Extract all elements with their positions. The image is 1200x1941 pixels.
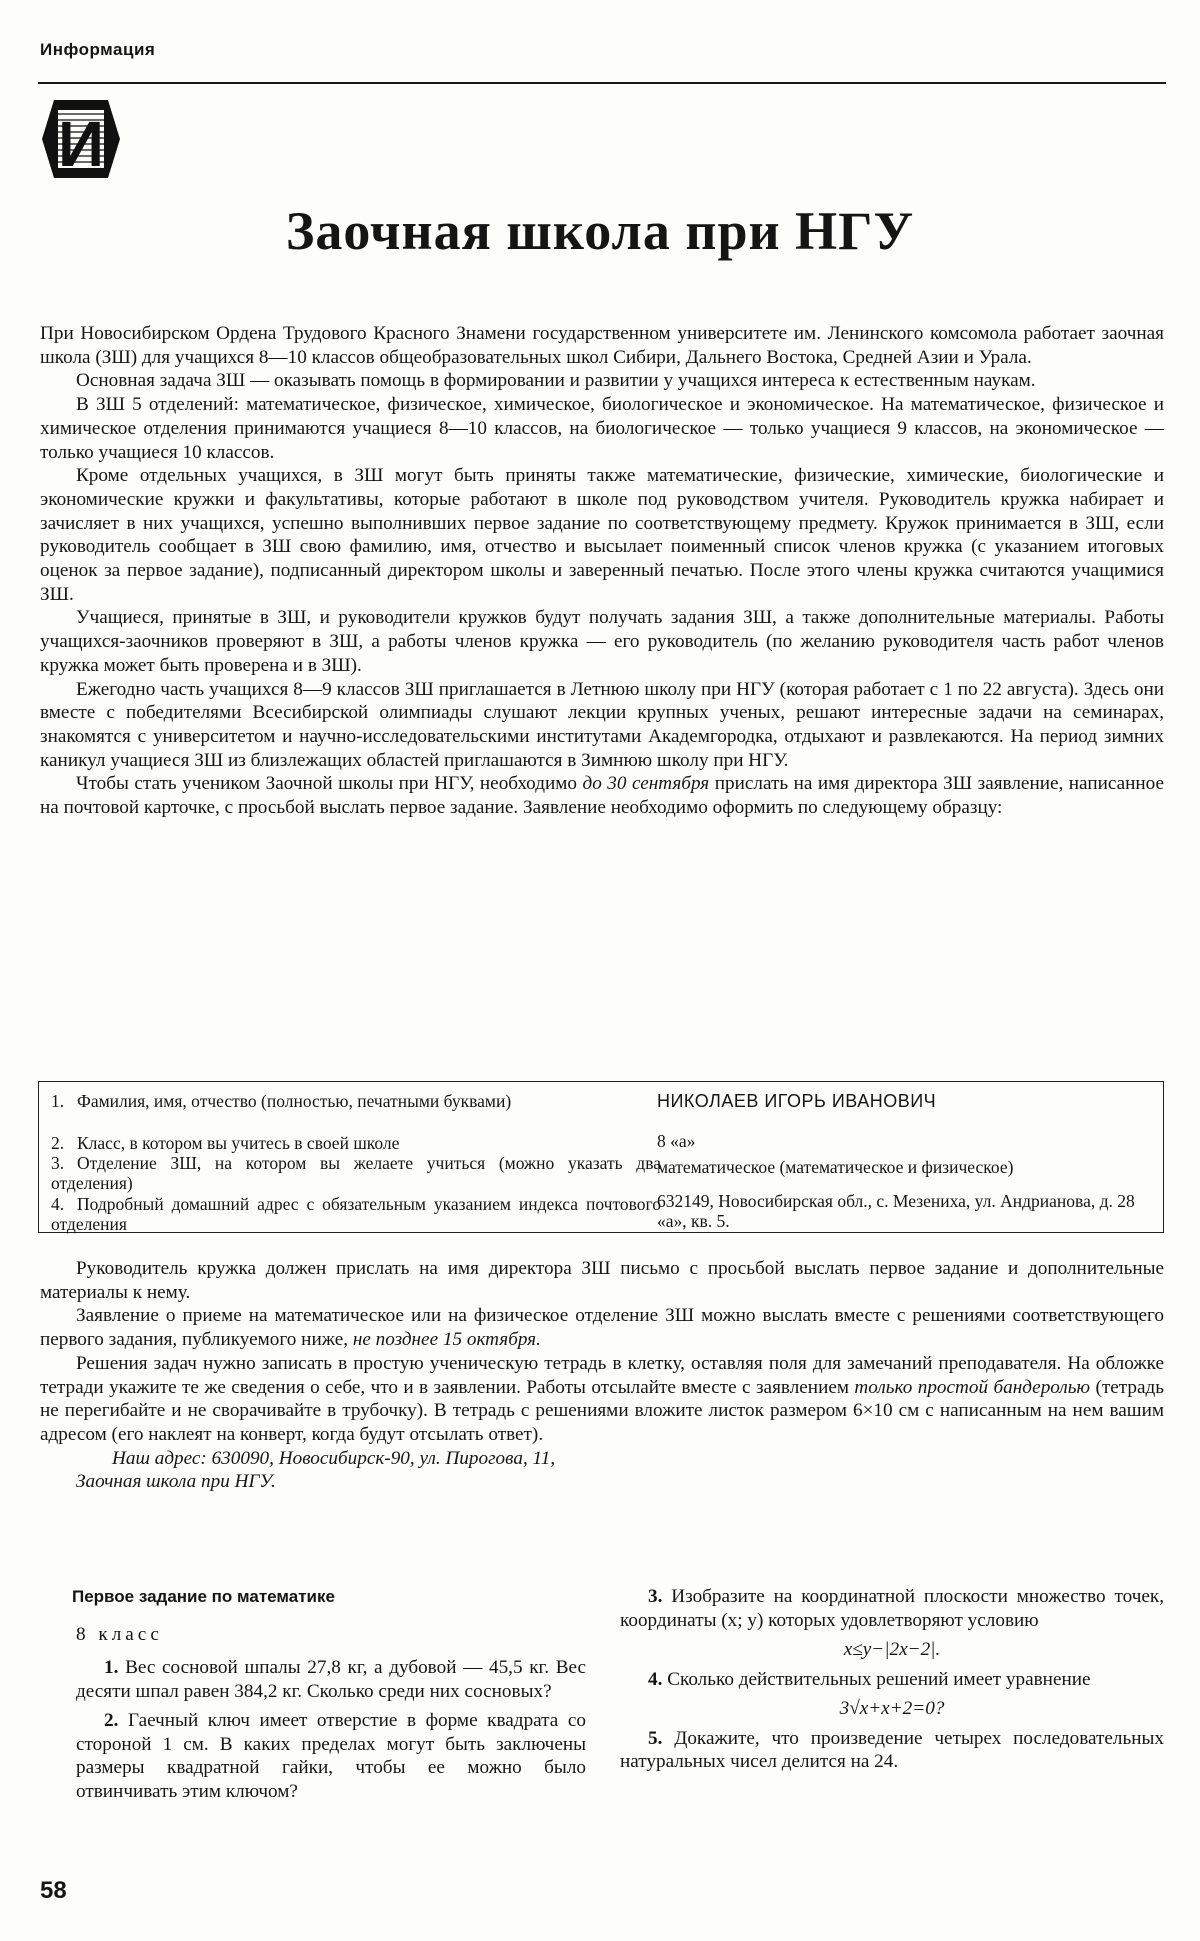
intro-text xyxy=(40,322,1164,820)
form-answer: 8 «а» xyxy=(657,1131,696,1151)
page-title: Заочная школа при НГУ xyxy=(285,201,915,261)
deadline-october: не позднее 15 октября. xyxy=(352,1329,541,1351)
form-answer: 632149, Новосибирская обл., с. Мезениха, ул. Андрианова, д. 28 «а», кв. 5. xyxy=(657,1191,1135,1231)
info-section-logo xyxy=(40,96,122,182)
task-item: 3. Изобразите на координатной плоскости множество точек, координаты (x; y) которых удовлетворяют условию xyxy=(620,1586,1165,1631)
form-question: 3. Отделение ЗШ, на котором вы желаете учиться (можно указать два отделения) xyxy=(51,1153,661,1193)
intro-paragraph: Кроме отдельных учащихся, в ЗШ могут быть приняты также математические, физические, химические, биологические и экономические кружки и факультативы, которые работают в школе под руководством учителя. Руководитель кружка набирает и зачисляет в них учащихся, успешно выполнивших первое задание по соответствующему предмету. Кружок принимается в ЗШ, если руководитель сообщает в ЗШ свою фамилию, имя, отчество и высылает поименный список членов кружка (с указанием итоговых оценок за первое задание), подписанный директором школы и заверенный печатью. После этого члены кружка считаются учащимися ЗШ. xyxy=(40,465,1164,605)
tasks-heading: Первое задание по математике xyxy=(72,1587,335,1606)
task-item: 5. Докажите, что произведение четырех последовательных натуральных чисел делится на 24. xyxy=(620,1727,1164,1772)
section-label: Информация xyxy=(40,40,156,59)
header-rule xyxy=(38,82,1166,84)
tasks-left-column xyxy=(72,1585,587,1809)
form-answer: НИКОЛАЕВ ИГОРЬ ИВАНОВИЧ xyxy=(657,1091,937,1111)
tasks-right-column xyxy=(620,1585,1164,1780)
form-answer: математическое (математическое и физическое) xyxy=(657,1157,1014,1177)
task-formula: 3√x+x+2=0? xyxy=(839,1698,945,1719)
form-question: 2. Класс, в котором вы учитесь в своей школе xyxy=(51,1133,400,1153)
intro-paragraph: Основная задача ЗШ — оказывать помощь в формировании и развитии у учащихся интереса к естественным наукам. xyxy=(76,370,1036,392)
grade-label: 8 класс xyxy=(76,1623,163,1645)
parcel-note: только простой бандеролью xyxy=(854,1376,1091,1398)
task-item: 2. Гаечный ключ имеет отверстие в форме квадрата со стороной 1 см. В каких пределах могут быть заключены размеры квадратной гайки, чтобы ее можно было отвинчивать этим ключом? xyxy=(76,1710,586,1802)
intro-paragraph: В ЗШ 5 отделений: математическое, физическое, химическое, биологическое и экономическое. На математическое, физическое и химическое отделения принимаются учащиеся 8—10 классов, на биологическое — только учащиеся 9 классов, на экономическое — только учащиеся 10 классов. xyxy=(40,394,1164,463)
instructions-paragraph: Решения задач нужно записать в простую ученическую тетрадь в клетку, оставляя поля для замечаний преподавателя. На обложке тетради укажите те же сведения о себе, что и в заявлении. Работы отсылайте вместе с заявлением только простой бандеролью (тетрадь не перегибайте и не сворачивайте в трубочку). В тетрадь с решениями вложите листок размером 6×10 см с написанным на нем вашим адресом (его наклеят на конверт, когда будут отсылать ответ). xyxy=(40,1352,1164,1445)
task-formula: x≤y−|2x−2|. xyxy=(843,1639,941,1660)
intro-paragraph: При Новосибирском Ордена Трудового Красного Знамени государственном университете им. Ленинского комсомола работает заочная школа (ЗШ) для учащихся 8—10 классов общеобразовательных школ Сибири, Дальнего Востока, Средней Азии и Урала. xyxy=(40,323,1164,368)
intro-paragraph: Ежегодно часть учащихся 8—9 классов ЗШ приглашается в Летнюю школу при НГУ (которая работает с 1 по 22 августа). Здесь они вместе с победителями Всесибирской олимпиады слушают лекции крупных ученых, решают интересные задачи на семинарах, знакомятся с университетом и научно-исследовательскими институтами Академгородка, отдыхают и развлекаются. На период зимних каникул учащиеся ЗШ из близлежащих областей приглашаются в Зимнюю школу при НГУ. xyxy=(40,678,1164,771)
intro-paragraph: Учащиеся, принятые в ЗШ, и руководители кружков будут получать задания ЗШ, а также дополнительные материалы. Работы учащихся-заочников проверяют в ЗШ, а работы членов кружка — его руководитель (по желанию руководителя часть работ членов кружка может быть проверена и в ЗШ). xyxy=(40,607,1164,676)
school-address: Наш адрес: 630090, Новосибирск-90, ул. Пирогова, 11, Заочная школа при НГУ. xyxy=(76,1447,556,1493)
deadline-date: до 30 сентября xyxy=(582,773,710,795)
logo-letter: И xyxy=(58,108,104,180)
application-sample-form xyxy=(38,1081,1164,1233)
form-question: 4. Подробный домашний адрес с обязательным указанием индекса почтового отделения xyxy=(51,1194,661,1234)
intro-paragraph: Чтобы стать учеником Заочной школы при НГУ, необходимо до 30 сентября прислать на имя директора ЗШ заявление, написанное на почтовой карточке, с просьбой выслать первое задание. Заявление необходимо оформить по следующему образцу: xyxy=(40,773,1165,819)
instructions-paragraph: Заявление о приеме на математическое или на физическое отделение ЗШ можно выслать вместе с решениями соответствующего первого задания, публикуемого ниже, не позднее 15 октября. xyxy=(40,1305,1164,1351)
task-item: 4. Сколько действительных решений имеет уравнение xyxy=(648,1668,1091,1690)
instructions-paragraph: Руководитель кружка должен прислать на имя директора ЗШ письмо с просьбой выслать первое задание и дополнительные материалы к нему. xyxy=(40,1258,1164,1303)
task-item: 1. Вес сосновой шпалы 27,8 кг, а дубовой — 45,5 кг. Вес десяти шпал равен 384,2 кг. Сколько среди них сосновых? xyxy=(76,1657,587,1702)
instructions-text xyxy=(40,1257,1164,1494)
page-number: 58 xyxy=(40,1877,67,1904)
form-question: 1. Фамилия, имя, отчество (полностью, печатными буквами) xyxy=(51,1091,512,1111)
